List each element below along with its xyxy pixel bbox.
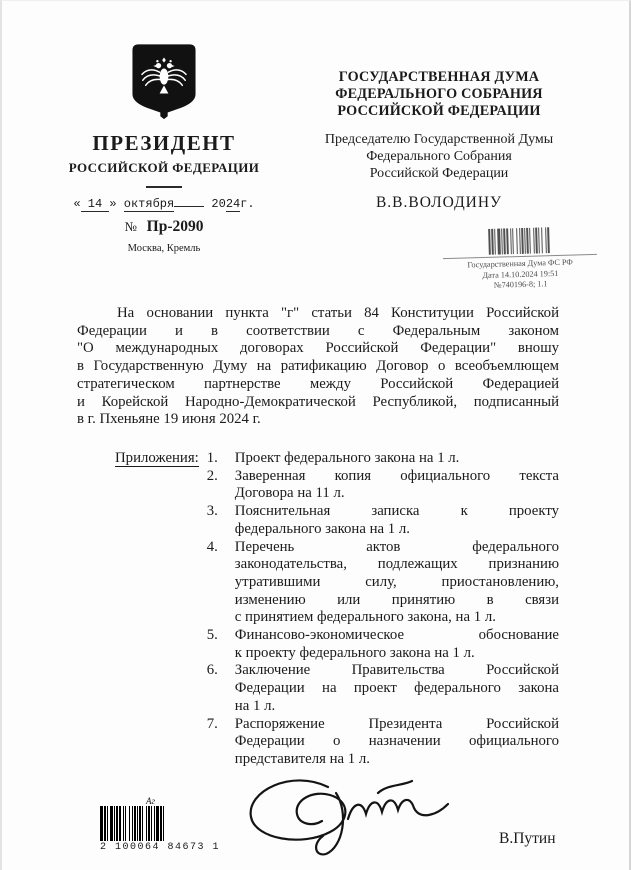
date-close-quote: » (109, 197, 117, 211)
text-line: к проекту федерального закона на 1 л. (234, 644, 475, 661)
item-number: 4. (206, 538, 218, 555)
barcode-mark: Аг (146, 796, 156, 806)
text-line: с принятием федерального закона, на 1 л. (234, 609, 496, 626)
date-line (58, 197, 270, 211)
text-line: на 1 л. (234, 697, 276, 714)
date-suffix: г. (240, 197, 255, 211)
stamp-line-3: №740196-8; 1.1 (493, 279, 548, 290)
place-line: Москва, Кремль (127, 243, 201, 254)
text-line: Федерации и в соответствии с Федеральным законом (77, 322, 559, 339)
text-line: Заключение Правительства Российской (234, 662, 559, 679)
date-day: 14 (80, 197, 110, 211)
text-line: представителя на 1 л. (234, 750, 370, 767)
sender-block (58, 41, 270, 254)
stamp-line-1: Государственная Дума ФС РФ (443, 254, 597, 272)
text-line: Федерации на проект федерального закона (234, 680, 559, 697)
text-line: На основании пункта "г" статьи 84 Конституции Российской (117, 305, 559, 321)
stamp-barcode-icon (450, 226, 589, 256)
attachment-item (207, 662, 559, 715)
text-line: Федерации о назначении официального (234, 733, 559, 750)
item-text (235, 716, 559, 769)
text-line: изменению или принятию в связи (234, 591, 559, 608)
attachment-item (207, 716, 559, 769)
text-line: Финансово-экономическое обоснование (234, 627, 559, 644)
item-number: 3. (206, 503, 218, 520)
item-text (235, 662, 559, 715)
body-paragraph (77, 305, 559, 429)
signer-name: В.Путин (499, 830, 556, 847)
addressee-line: Федерального Собрания (366, 149, 512, 164)
recipient-block (288, 69, 590, 212)
text-line: Распоряжение Президента Российской (234, 715, 559, 732)
president-title: ПРЕЗИДЕНТ (92, 131, 236, 155)
attachment-item (207, 627, 559, 662)
date-month: октября (123, 197, 175, 211)
text-line: Договора на 11 л. (234, 485, 345, 502)
document-number (58, 218, 270, 236)
president-subtitle: РОССИЙСКОЙ ФЕДЕРАЦИИ (68, 160, 260, 175)
registration-stamp (442, 226, 598, 293)
duma-header (288, 69, 590, 120)
divider-rule (146, 186, 182, 188)
org-line: ФЕДЕРАЛЬНОГО СОБРАНИЯ (335, 86, 543, 102)
text-line: в Государственную Думу на ратификацию Договор о всеобъемлющем (77, 358, 559, 375)
addressee-line: Российской Федерации (369, 166, 509, 181)
attachments-label: Приложения: (115, 450, 199, 466)
text-line: и Корейской Народно-Демократической Республикой, подписанный (77, 393, 559, 410)
addressee-block (288, 131, 590, 182)
text-line: федерального закона на 1 л. (234, 520, 410, 537)
org-line: РОССИЙСКОЙ ФЕДЕРАЦИИ (337, 103, 541, 119)
item-text (235, 450, 559, 468)
item-number: 6. (206, 662, 218, 679)
addressee-name: В.В.ВОЛОДИНУ (375, 194, 503, 211)
number-value: Пр-2090 (146, 218, 204, 235)
presidential-emblem-icon (131, 41, 197, 121)
footer-barcode-block (100, 797, 222, 853)
text-line: Перечень актов федерального (234, 538, 559, 555)
item-number: 1. (206, 450, 218, 466)
text-line: Проект федерального закона на 1 л. (234, 450, 460, 466)
text-line: Заверенная копия официального текста (234, 467, 559, 484)
barcode-digits: 2 100064 84673 1 (100, 842, 221, 853)
date-century: 20 (211, 197, 226, 211)
attachment-item (207, 503, 559, 538)
signature-icon (230, 771, 470, 861)
attachment-item (207, 539, 559, 628)
item-text (235, 539, 559, 628)
stamp-line-2: Дата 14.10.2024 19:51 (482, 268, 559, 280)
item-text (235, 468, 559, 503)
org-line: ГОСУДАРСТВЕННАЯ ДУМА (338, 69, 540, 85)
text-line: утратившими силу, приостановлению, (234, 573, 559, 590)
footer-barcode-icon (100, 806, 222, 841)
attachments-section (77, 450, 559, 769)
text-line: стратегическом партнерстве между Российской Федерацией (77, 375, 559, 392)
date-blank (174, 206, 204, 207)
attachment-item (207, 468, 559, 503)
item-text (235, 503, 559, 538)
number-label: № (124, 219, 137, 234)
addressee-line: Председателю Государственной Думы (324, 132, 554, 147)
item-number: 5. (206, 627, 218, 644)
attachments-list (207, 450, 559, 769)
text-line: Пояснительная записка к проекту (234, 503, 559, 520)
attachment-item (207, 450, 559, 468)
date-year: 24 (225, 197, 241, 211)
text-line: в г. Пхеньяне 19 июня 2024 г. (77, 411, 261, 428)
item-text (235, 627, 559, 662)
item-number: 2. (206, 467, 218, 484)
date-open-quote: « (73, 197, 81, 211)
text-line: законодательства, подлежащих признанию (234, 556, 559, 573)
item-number: 7. (206, 715, 218, 732)
text-line: "О международных договорах Российской Федерации" вношу (77, 340, 559, 357)
